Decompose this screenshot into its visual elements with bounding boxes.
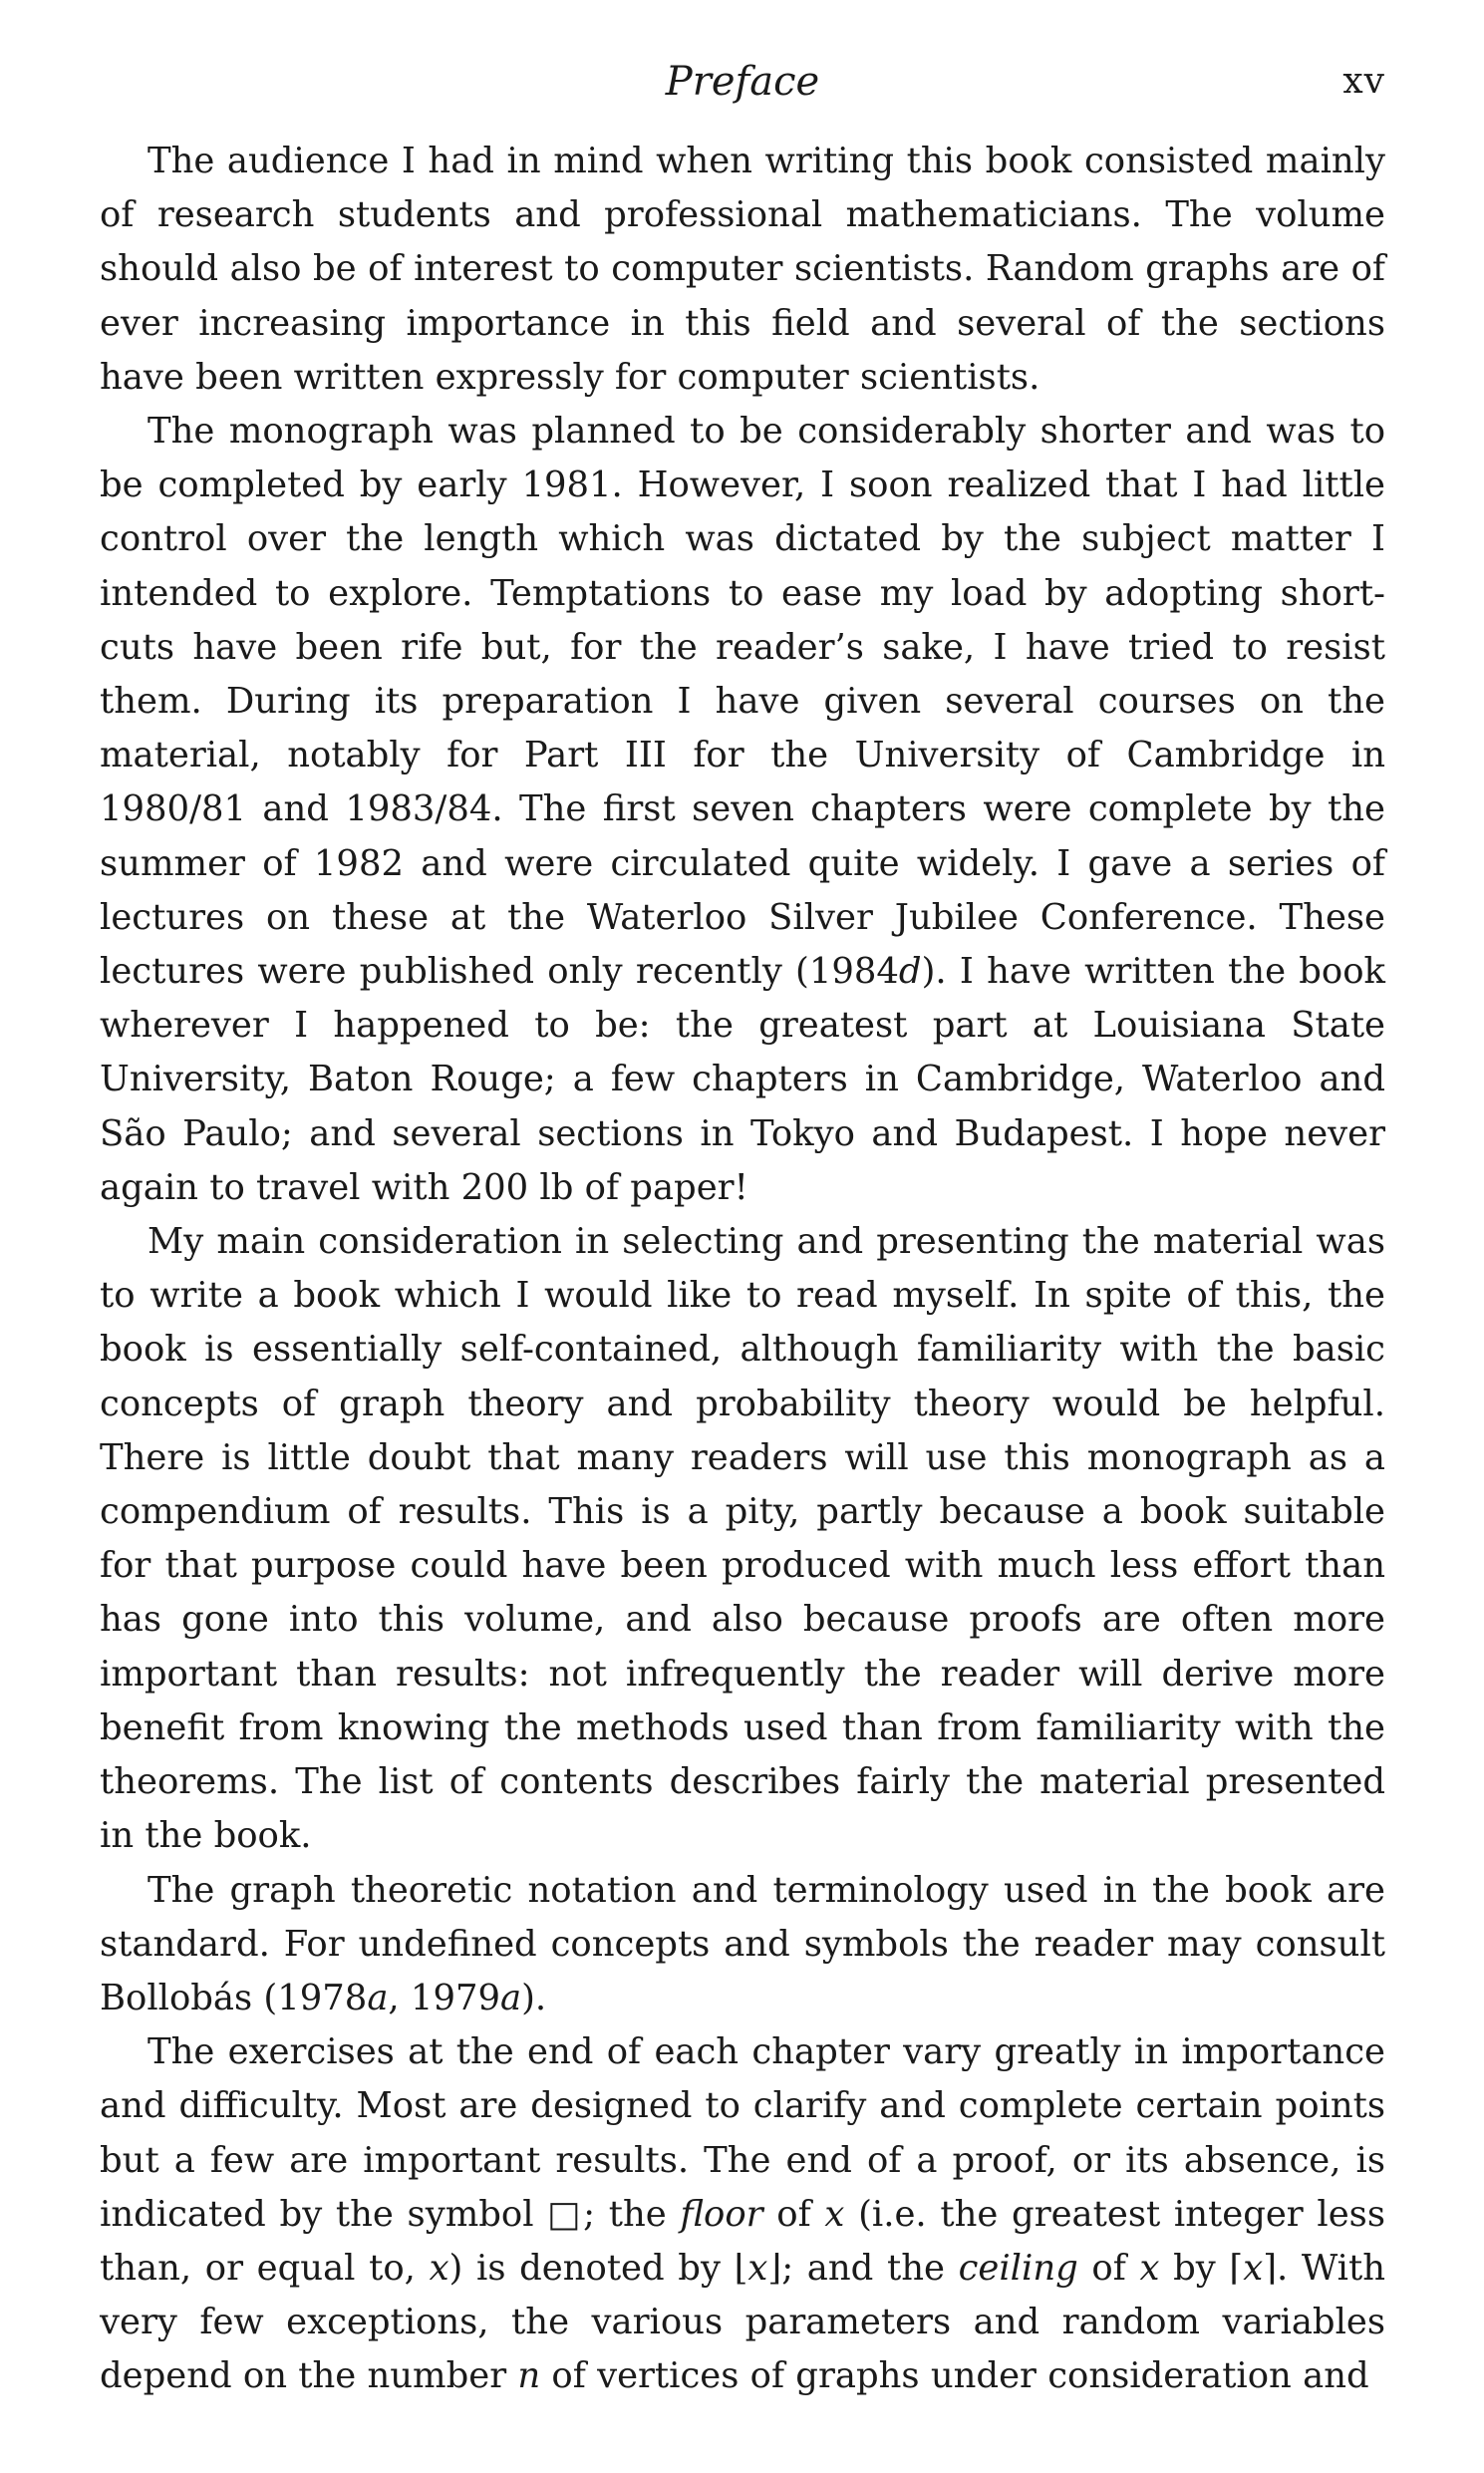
- page-number: xv: [1342, 61, 1385, 102]
- paragraph-audience: The audience I had in mind when writing this book consisted mainly of research students and professional mathematicians. The volume should also be of interest to computer scientists. Random graphs are of ever increasing importance in this field and several of the sections have been written expressly for computer scientists.: [100, 141, 1385, 398]
- chapter-title: Preface: [665, 59, 820, 105]
- running-head: [100, 52, 1385, 112]
- paragraph-history: The monograph was planned to be considerably shorter and was to be completed by early 1981. However, I soon realized that I had little control over the length which was dictated by the subject matter I intended to explore. Temptations to ease my load by adopting short-cuts have been rife but, for the reader’s sake, I have tried to resist them. During its preparation I have given several courses on the material, notably for Part III for the University of Cambridge in 1980/81 and 1983/84. The first seven chapters were complete by the summer of 1982 and were circulated quite widely. I gave a series of lectures on these at the Waterloo Silver Jubilee Conference. These lectures were published only recently (1984d). I have written the book wherever I happened to be: the greatest part at Louisiana State University, Baton Rouge; a few chapters in Cambridge, Waterloo and São Paulo; and several sections in Tokyo and Budapest. I hope never again to travel with 200 lb of paper!: [100, 411, 1385, 1208]
- body-text: [100, 135, 1385, 2404]
- paragraph-motivation: My main consideration in selecting and presenting the material was to write a book which I would like to read myself. In spite of this, the book is essentially self-contained, although familiarity with the basic concepts of graph theory and probability theory would be helpful. There is little doubt that many readers will use this monograph as a compendium of results. This is a pity, partly because a book suitable for that purpose could have been produced with much less effort than has gone into this volume, and also because proofs are often more important than results: not infrequently the reader will derive more benefit from knowing the methods used than from familiarity with the theorems. The list of contents describes fairly the material presented in the book.: [100, 1221, 1385, 1857]
- paragraph-exercises: The exercises at the end of each chapter vary greatly in importance and difficulty. Most are designed to clarify and complete certain points but a few are important results. The end of a proof, or its absence, is indicated by the symbol □; the floor of x (i.e. the greatest integer less than, or equal to, x) is denoted by ⌊x⌋; and the ceiling of x by ⌈x⌉. With very few exceptions, the various parameters and random variables depend on the number n of vertices of graphs under consideration and: [100, 2031, 1386, 2397]
- paragraph-notation: The graph theoretic notation and terminology used in the book are standard. For undefined concepts and symbols the reader may consult Bollobás (1978a, 1979a).: [100, 1869, 1385, 2018]
